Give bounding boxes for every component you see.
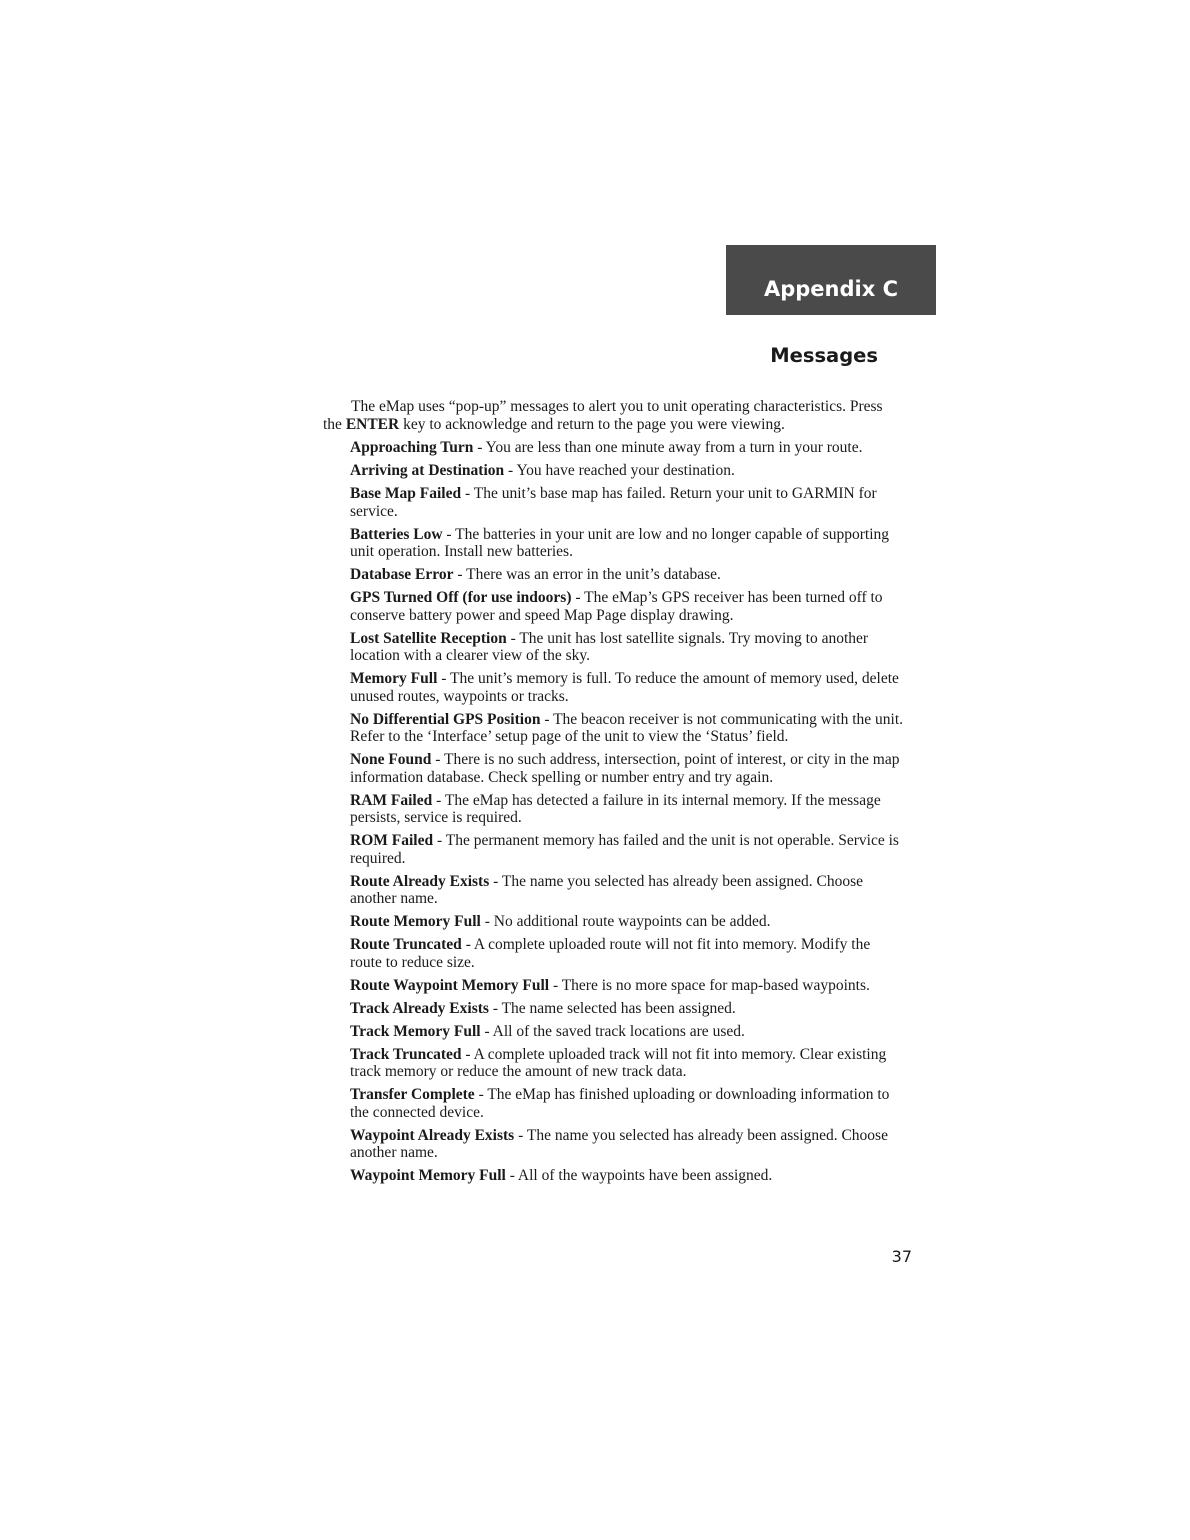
message-item [350,1046,903,1081]
message-description: - The eMap has detected a failure in its internal memory. If the message persists, service is required. [350,791,881,826]
message-item [350,711,903,746]
message-term: Transfer Complete [350,1086,475,1103]
message-term: Route Already Exists [350,872,490,890]
message-term: ROM Failed [350,832,434,849]
message-term: RAM Failed [350,791,433,809]
message-item [350,1127,903,1162]
message-term: Base Map Failed [350,485,462,502]
message-description: - The unit’s memory is full. To reduce the amount of memory used, delete unused routes, waypoints or tracks. [350,670,899,705]
message-item [350,439,903,457]
message-term: Track Truncated [350,1045,462,1063]
message-term: Route Memory Full [350,913,481,930]
message-description: - The permanent memory has failed and the unit is not operable. Service is required. [350,832,899,867]
message-term: Batteries Low [350,525,443,543]
appendix-tab-label: Appendix C [763,277,898,301]
message-item [350,630,903,665]
message-description: - You are less than one minute away from a turn in your route. [473,439,863,456]
message-term: Waypoint Already Exists [350,1126,515,1144]
message-term: Arriving at Destination [350,462,505,479]
intro-text-start: The eMap uses “pop-up” messages to alert you to unit operating characteristics. Press the [323,398,883,433]
message-item [350,977,903,995]
message-term: Track Memory Full [350,1022,481,1040]
message-description: - The eMap has finished uploading or downloading information to the connected device. [350,1086,890,1121]
message-description: - All of the saved track locations are used. [480,1022,745,1040]
message-description: - The eMap’s GPS receiver has been turned off to conserve battery power and speed Map Page display drawing. [350,589,883,624]
message-item [350,1086,903,1121]
section-title: Messages [770,344,878,367]
message-description: - The name selected has been assigned. [488,999,736,1017]
message-description: - The unit has lost satellite signals. Try moving to another location with a clearer view of the sky. [350,629,869,664]
message-description: - No additional route waypoints can be added. [480,913,771,930]
messages-content [323,398,903,1190]
message-description: - The name you selected has already been assigned. Choose another name. [350,872,863,907]
message-item [350,566,903,584]
message-item [350,1023,903,1041]
message-item [350,526,903,561]
appendix-tab [726,245,936,315]
message-description: - All of the waypoints have been assigned. [505,1167,773,1184]
message-item [350,589,903,624]
intro-text-end: key to acknowledge and return to the page you were viewing. [399,415,785,433]
message-item [350,873,903,908]
message-item [350,751,903,786]
message-description: - The unit’s base map has failed. Return your unit to GARMIN for service. [350,485,877,520]
message-term: Approaching Turn [350,439,474,456]
message-description: - You have reached your destination. [504,462,735,479]
message-term: Waypoint Memory Full [350,1167,506,1184]
message-description: - There is no more space for map-based waypoints. [549,976,870,994]
message-term: Memory Full [350,670,438,687]
message-item [350,1000,903,1018]
message-term: Track Already Exists [350,999,489,1017]
message-description: - The beacon receiver is not communicating with the unit. Refer to the ‘Interface’ setup page of the unit to view the ‘Status’ field. [350,710,903,745]
message-term: GPS Turned Off (for use indoors) [350,589,572,606]
message-term: None Found [350,751,432,768]
intro-paragraph [323,398,903,433]
message-term: Lost Satellite Reception [350,629,507,647]
message-item [350,462,903,480]
message-term: Database Error [350,566,454,583]
message-description: - A complete uploaded track will not fit into memory. Clear existing track memory or reduce the amount of new track data. [350,1045,887,1080]
page-number: 37 [891,1247,912,1266]
message-description: - There is no such address, intersection, point of interest, or city in the map information database. Check spelling or number entry and try again. [350,751,900,786]
message-item [350,1167,903,1185]
message-description: - The batteries in your unit are low and no longer capable of supporting unit operation. Install new batteries. [350,525,890,560]
message-item [350,670,903,705]
message-term: Route Waypoint Memory Full [350,976,550,994]
message-description: - The name you selected has already been assigned. Choose another name. [350,1126,888,1161]
message-item [350,936,903,971]
enter-key-label: ENTER [345,415,400,433]
message-description: - A complete uploaded route will not fit into memory. Modify the route to reduce size. [350,936,871,971]
message-description: - There was an error in the unit’s database. [453,566,721,583]
message-item [350,832,903,867]
message-item [350,485,903,520]
message-term: No Differential GPS Position [350,710,541,728]
message-term: Route Truncated [350,936,462,953]
message-item [350,913,903,931]
message-item [350,792,903,827]
